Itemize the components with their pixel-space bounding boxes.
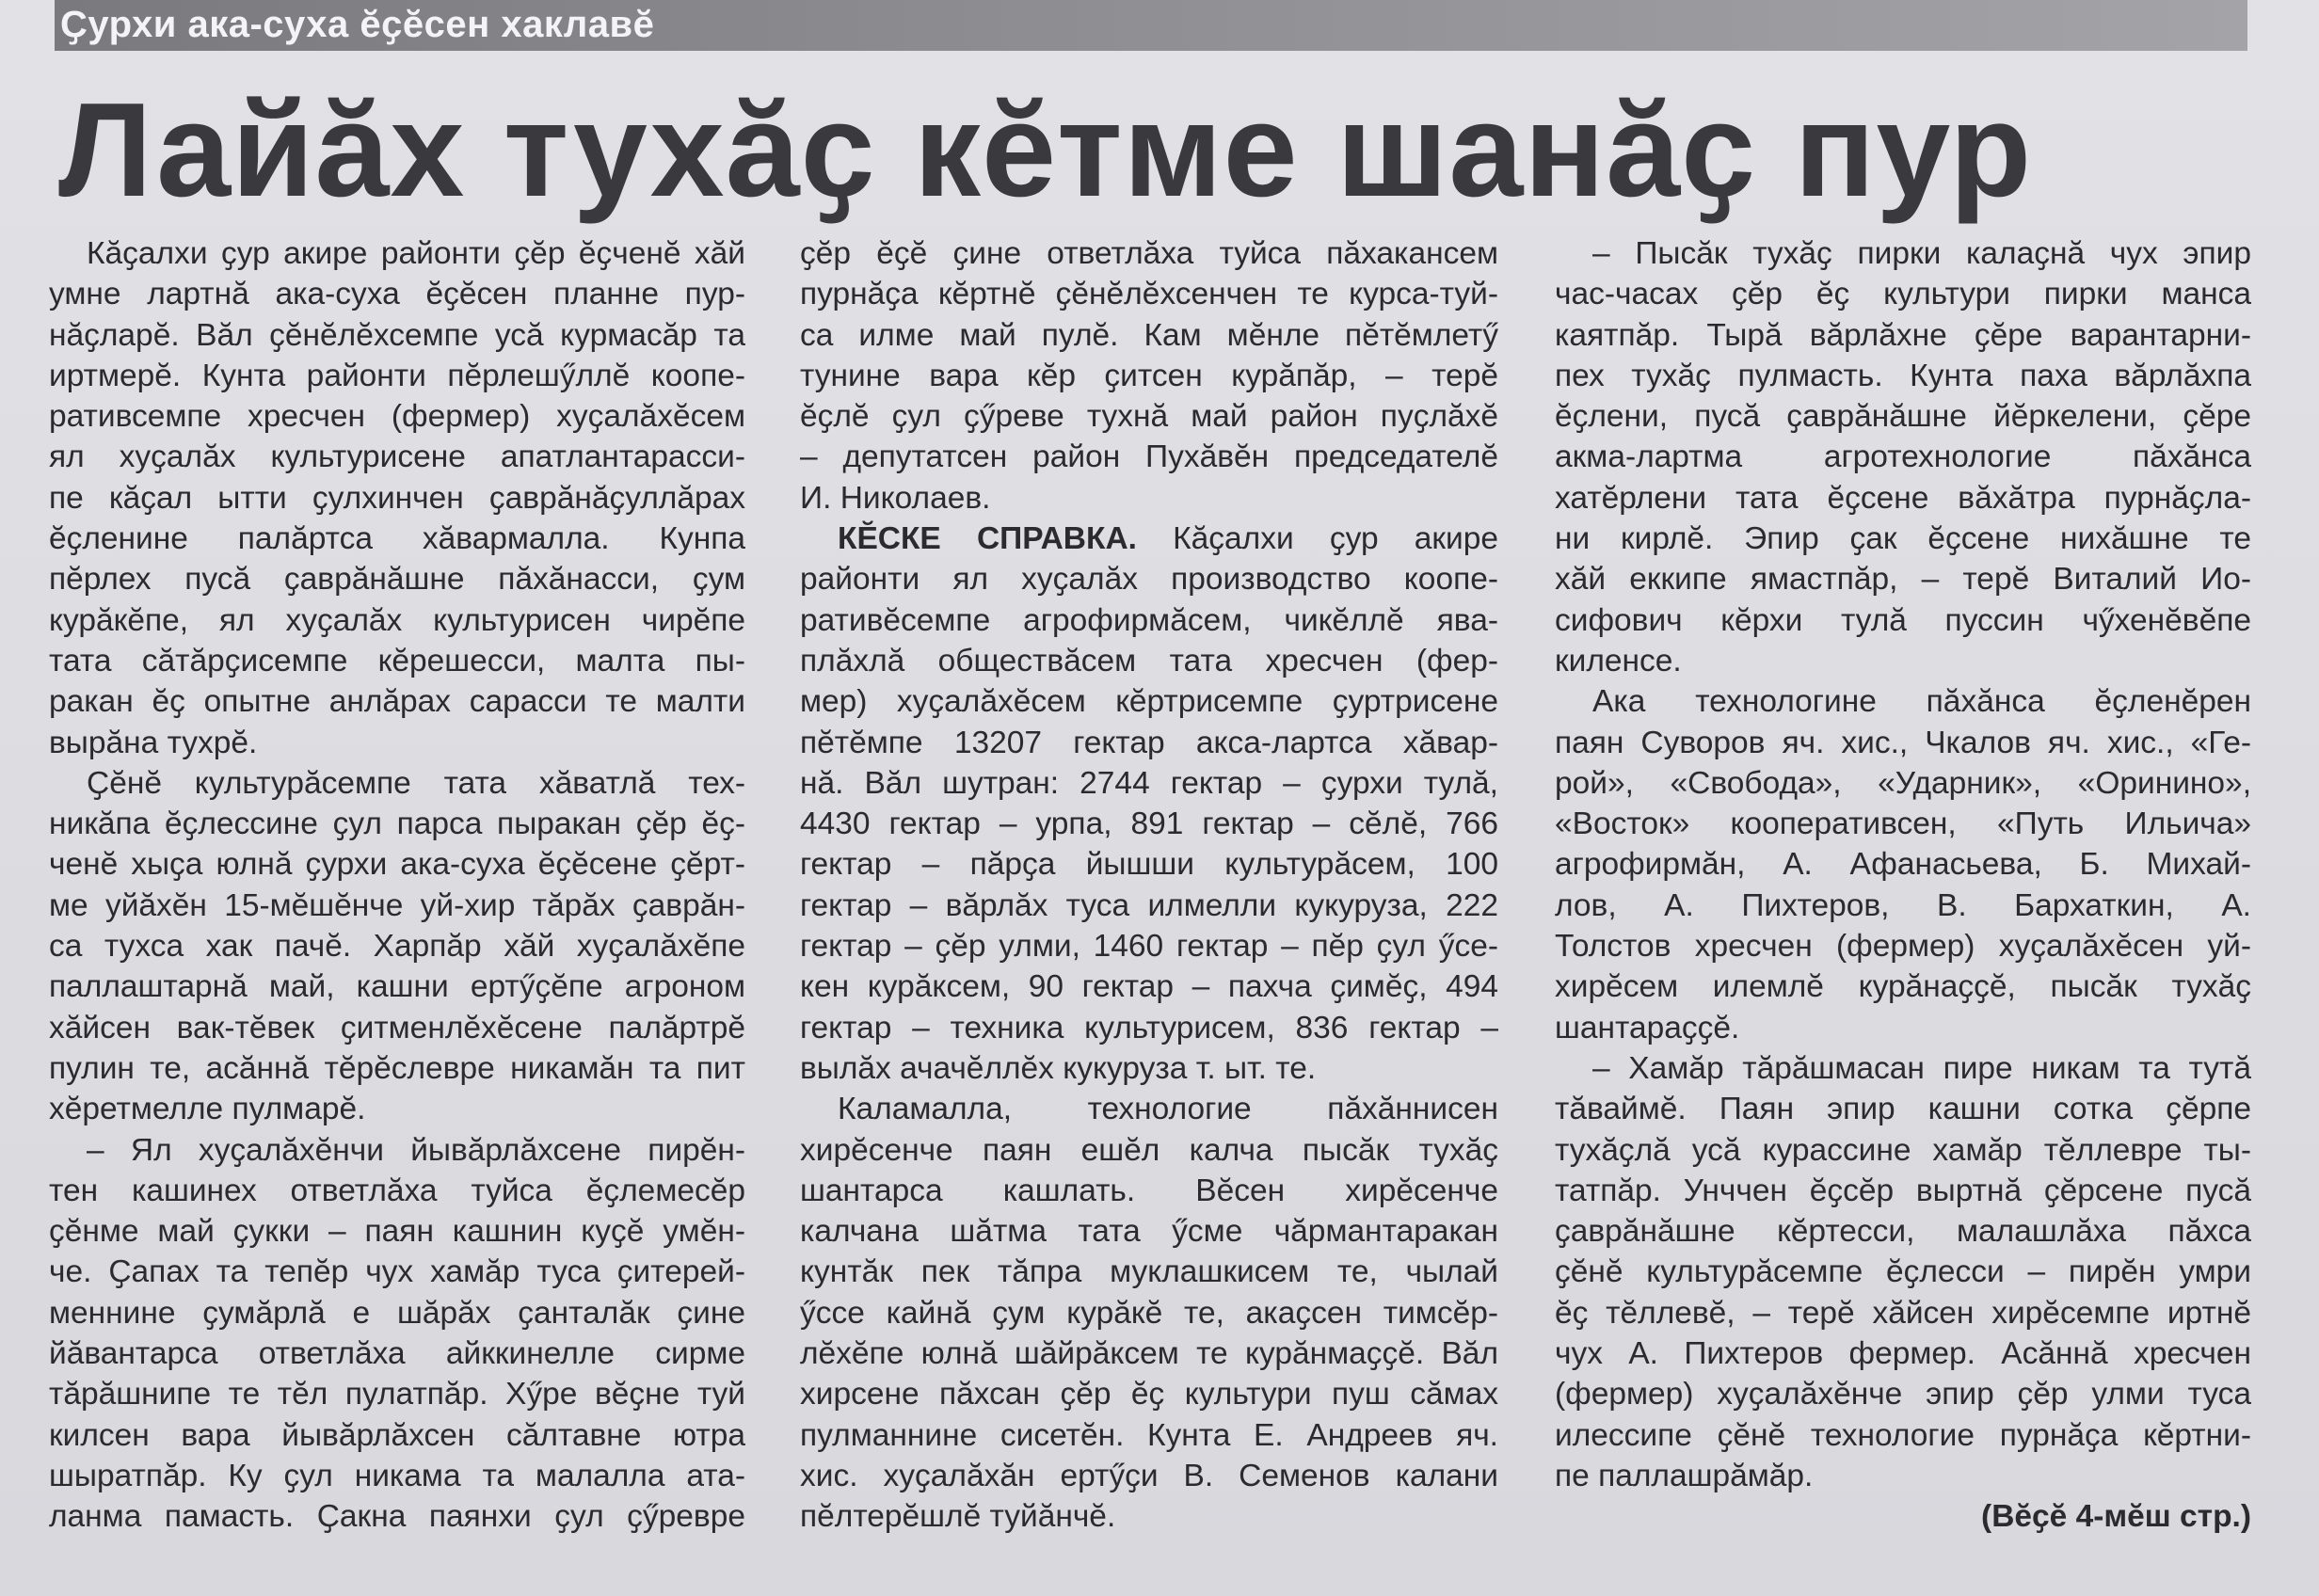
text-line: хӑйсен вак-тӗвек ҫитменлӗхӗсене палӑртрӗ [49, 1010, 745, 1045]
text-line: шантараҫҫӗ. [1555, 1010, 1740, 1045]
text-line: 4430 гектар – урпа, 891 гектар – сӗлӗ, 766 [800, 806, 1498, 842]
text-line: са илме май пулӗ. Кам мӗнле пӗтӗмлетӳ [800, 317, 1498, 353]
text-line: паллаштарнӑ май, кашни ертӳҫӗпе агроном [49, 969, 745, 1005]
text-line: тухӑҫлӑ усӑ курассине хамӑр тӗллевре ты- [1555, 1132, 2251, 1168]
text-line: хирӗсенче паян ешӗл калча пысӑк тухӑҫ [800, 1132, 1498, 1168]
text-line: Каламалла, технологие пӑхӑннисен [838, 1092, 1498, 1127]
text-line: каятпӑр. Тырӑ вӑрлӑхне ҫӗре варантарни- [1555, 317, 2251, 353]
text-line: плӑхлӑ обществӑсем тата хресчен (фер- [800, 643, 1498, 678]
text-line: гектар – пӑрҫа йышши культурӑсем, 100 [800, 847, 1498, 883]
text-line: курӑкӗпе, ял хуҫалӑх культурисен чирӗпе [49, 602, 745, 638]
text-line: гектар – техника культурисем, 836 гектар – [800, 1010, 1498, 1045]
text-line: лӗхӗпе юлнӑ шӑйрӑксем те курӑнмаҫҫӗ. Вӑл [800, 1336, 1498, 1372]
text-line: ял хуҫалӑх культурисене апатлантарасси- [49, 439, 745, 475]
text-line: акма-лартма агротехнологие пӑхӑнса [1555, 439, 2251, 475]
text-line: ҫӗнме май ҫукки – паян кашнин куҫӗ умӗн- [49, 1214, 745, 1250]
text-line: вырӑна тухрӗ. [49, 725, 258, 760]
text-line: ни кирлӗ. Эпир ҫак ӗҫсене нихӑшне те [1555, 521, 2251, 557]
text-line: кунтӑк пек тӑпра муклашкисем те, чылай [800, 1254, 1498, 1290]
article-column-3 [1555, 233, 2251, 1538]
text-line: пулин те, асӑннӑ тӗрӗслевре никамӑн та пит [49, 1050, 745, 1086]
text-line: тунине вара кӗр ҫитсен курӑпӑр, – терӗ [800, 358, 1498, 393]
text-line [800, 519, 1498, 559]
text-line: илессипе ҫӗнӗ технологие пурнӑҫа кӗртни- [1555, 1417, 2251, 1453]
text-line: агрофирмӑн, А. Афанасьева, Б. Михай- [1555, 847, 2251, 883]
text-line: кен курӑксем, 90 гектар – пахча ҫимӗҫ, 494 [800, 969, 1498, 1005]
text-line: тӑваймӗ. Паян эпир кашни сотка ҫӗрпе [1555, 1092, 2251, 1127]
text-line: вылӑх ачачӗллӗх кукуруза т. ыт. те. [800, 1050, 1317, 1086]
text-line: ративӗсемпе агрофирмӑсем, чикӗллӗ ява- [800, 602, 1498, 638]
text-line: калчана шӑтма тата ӳсме чӑрмантаракан [800, 1214, 1498, 1250]
text-line: Ака технологине пӑхӑнса ӗҫленӗрен [1592, 684, 2251, 720]
text-line-rest: Кӑҫалхи ҫур акире [1136, 521, 1498, 557]
text-line: пе кӑҫал ытти ҫулхинчен ҫаврӑнӑҫуллӑрах [49, 480, 745, 516]
text-line: И. Николаев. [800, 480, 991, 516]
text-line: пӗрлех пусӑ ҫаврӑнӑшне пӑхӑнасси, ҫум [49, 562, 745, 598]
brief-reference-label: КӖСКЕ СПРАВКА. [838, 521, 1137, 557]
text-line: меннине ҫумӑрлӑ е шӑрӑх ҫанталӑк ҫине [49, 1295, 745, 1331]
text-line: нӑҫларӗ. Вӑл ҫӗнӗлӗхсемпе усӑ курмасӑр та [49, 317, 745, 353]
text-line: пӗтӗмпе 13207 гектар акса-лартса хӑвар- [800, 725, 1498, 760]
text-line: са тухса хак пачӗ. Харпӑр хӑй хуҫалӑхӗпе [49, 929, 745, 965]
text-line: Толстов хресчен (фермер) хуҫалӑхӗсен уй- [1555, 929, 2251, 965]
text-line: йӑвантарса ответлӑха айккинелле сирме [49, 1336, 745, 1372]
article-headline: Лайӑх тухӑҫ кӗтме шанӑҫ пур [58, 75, 2033, 225]
text-line: киленсе. [1555, 643, 1682, 678]
text-line: лов, А. Пихтеров, В. Бархаткин, А. [1555, 887, 2251, 923]
text-line: мер) хуҫалӑхӗсем кӗртрисемпе ҫуртрисене [800, 684, 1498, 720]
text-line: шыратпӑр. Ку ҫул никама та малалла ата- [49, 1458, 745, 1493]
text-line: пе паллашрӑмӑр. [1555, 1458, 1814, 1493]
text-line: час-часах ҫӗр ӗҫ культури пирки манса [1555, 277, 2251, 312]
text-line: ҫӗр ӗҫӗ ҫине ответлӑха туйса пӑхакансем [800, 236, 1498, 271]
text-line: иртмерӗ. Кунта районти пӗрлешӳллӗ коопе- [49, 358, 745, 393]
text-line: гектар – вӑрлӑх туса илмелли кукуруза, 222 [800, 887, 1498, 923]
text-line: гектар – ҫӗр улми, 1460 гектар – пӗр ҫул ӳсе- [800, 929, 1498, 965]
text-line: ӗҫленине палӑртса хӑвармалла. Кунпа [49, 521, 745, 557]
text-line: ченӗ хыҫа юлнӑ ҫурхи ака-суха ӗҫӗсене ҫӗрт- [49, 847, 745, 883]
rubric-title: Ҫурхи ака-суха ӗҫӗсен хаклавӗ [60, 4, 655, 45]
text-line: ме уйӑхӗн 15-мӗшӗнче уй-хир тӑрӑх ҫаврӑн- [49, 887, 745, 923]
text-line: Ҫӗнӗ культурӑсемпе тата хӑватлӑ тех- [87, 765, 745, 801]
text-line: хирсене пӑхсан ҫӗр ӗҫ культури пуш сӑмах [800, 1377, 1498, 1412]
text-line: «Восток» кооперативсен, «Путь Ильича» [1555, 806, 2251, 842]
text-line: нӑ. Вӑл шутран: 2744 гектар – ҫурхи тулӑ, [800, 765, 1498, 801]
text-line: пех тухӑҫ пулмасть. Кунта паха вӑрлӑхпа [1555, 358, 2251, 393]
text-line: чух А. Пихтеров фермер. Асӑннӑ хресчен [1555, 1336, 2251, 1372]
text-line: ҫӗнӗ культурӑсемпе ӗҫлесси – пирӗн умри [1555, 1254, 2251, 1290]
text-line: ративсемпе хресчен (фермер) хуҫалӑхӗсем [49, 399, 745, 435]
text-line: – Ял хуҫалӑхӗнчи йывӑрлӑхсене пирӗн- [87, 1132, 745, 1168]
text-line: районти ял хуҫалӑх производство коопе- [800, 562, 1498, 598]
text-line: хатӗрлени тата ӗҫсене вӑхӑтра пурнӑҫла- [1555, 480, 2251, 516]
text-line: ӗҫлӗ ҫул ҫӳреве тухнӑ май район пуҫлӑхӗ [800, 399, 1498, 435]
text-line: рой», «Свобода», «Ударник», «Оринино», [1555, 765, 2251, 801]
text-line: ӗҫ тӗллевӗ, – терӗ хӑйсен хирӗсемпе иртнӗ [1555, 1295, 2251, 1331]
text-line: хирӗсем илемлӗ курӑнаҫҫӗ, пысӑк тухӑҫ [1555, 969, 2251, 1005]
text-line: хис. хуҫалӑхӑн ертӳҫи В. Семенов калани [800, 1458, 1498, 1493]
text-line: тӑрӑшнипе те тӗл пулатпӑр. Хӳре вӗҫне туй [49, 1377, 745, 1412]
article-column-2 [800, 233, 1498, 1538]
continued-reference: (Вӗҫӗ 4-мӗш стр.) [1981, 1499, 2251, 1535]
text-line: умне лартнӑ ака-суха ӗҫӗсен планне пур- [49, 277, 745, 312]
text-line: че. Ҫапах та тепӗр чух хамӑр туса ҫитерей- [49, 1254, 745, 1290]
text-line: пурнӑҫа кӗртнӗ ҫӗнӗлӗхсенчен те курса-туй- [800, 277, 1498, 312]
text-line: пулманнине сисетӗн. Кунта Е. Андреев яч. [800, 1417, 1498, 1453]
text-line: Кӑҫалхи ҫур акире районти ҫӗр ӗҫченӗ хӑй [87, 236, 745, 271]
text-line: ракан ӗҫ опытне анлӑрах сарасси те малти [49, 684, 745, 720]
text-line: килсен вара йывӑрлӑхсен сӑлтавне ютра [49, 1417, 745, 1453]
text-line: – Пысӑк тухӑҫ пирки калаҫнӑ чух эпир [1592, 236, 2251, 271]
text-line: ланма памасть. Ҫакна паянхи ҫул ҫӳревре [49, 1499, 745, 1535]
text-line: тата сӑтӑрҫисемпе кӗрешесси, малта пы- [49, 643, 745, 678]
text-line: татпӑр. Унччен ӗҫсӗр выртнӑ ҫӗрсене пусӑ [1555, 1173, 2251, 1208]
text-line: хӗретмелле пулмарӗ. [49, 1092, 366, 1127]
text-line: ӗҫлени, пусӑ ҫаврӑнӑшне йӗркелени, ҫӗре [1555, 399, 2251, 435]
text-line: паян Суворов яч. хис., Чкалов яч. хис., «Ге- [1555, 725, 2251, 760]
text-line: ӳссе кайнӑ ҫум курӑкӗ те, акаҫсен тимсӗр- [800, 1295, 1498, 1331]
text-line: (фермер) хуҫалӑхӗнче эпир ҫӗр улми туса [1555, 1377, 2251, 1412]
text-line: сифович кӗрхи тулӑ пуссин чӳхенӗвӗпе [1555, 602, 2251, 638]
text-line: тен кашинех ответлӑха туйса ӗҫлемесӗр [49, 1173, 745, 1208]
text-line: шантарса кашлать. Вӗсен хирӗсенче [800, 1173, 1498, 1208]
text-line: – депутатсен район Пухӑвӗн председателӗ [800, 439, 1498, 475]
text-line: пӗлтерӗшлӗ туйӑнчӗ. [800, 1499, 1116, 1535]
text-line: ҫаврӑнӑшне кӗртесси, малашлӑха пӑхса [1555, 1214, 2251, 1250]
text-line: хӑй еккипе ямастпӑр, – терӗ Виталий Ио- [1555, 562, 2251, 598]
text-line: никӑпа ӗҫлессине ҫул парса пыракан ҫӗр ӗҫ- [49, 806, 745, 842]
text-line: – Хамӑр тӑрӑшмасан пире никам та тутӑ [1592, 1050, 2251, 1086]
article-column-1 [49, 233, 745, 1538]
